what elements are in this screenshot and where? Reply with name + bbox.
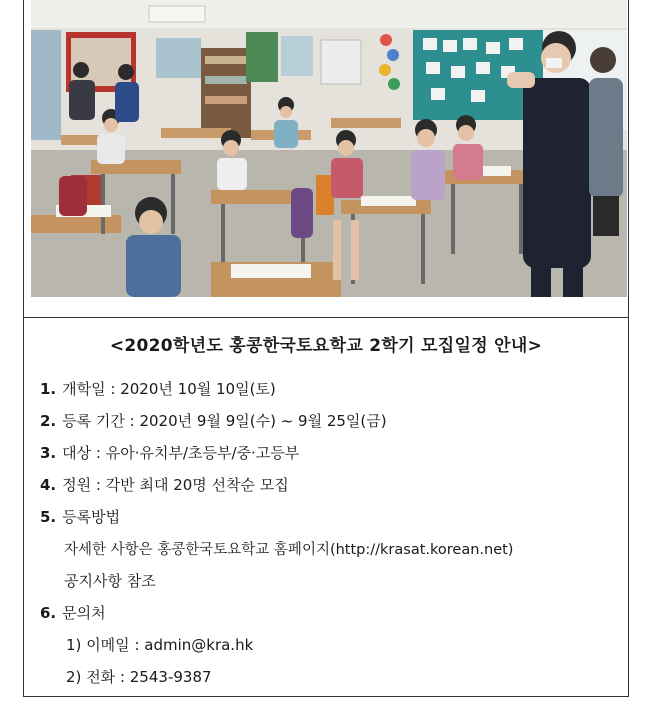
notice-title: <2020학년도 홍콩한국토요학교 2학기 모집일정 안내> bbox=[109, 336, 543, 356]
notice-item-contact bbox=[40, 602, 106, 623]
contact-label: 전화 bbox=[86, 668, 116, 686]
item-separator: : bbox=[91, 444, 106, 462]
item-separator: : bbox=[91, 476, 106, 494]
item-label: 개학일 bbox=[62, 380, 106, 398]
item-value: 2020년 10월 10일(토) bbox=[120, 380, 276, 398]
notice-text-cell bbox=[24, 318, 628, 696]
photo-cell bbox=[24, 0, 628, 318]
item-value: 각반 최대 20명 선착순 모집 bbox=[105, 476, 289, 494]
notice-item-registration-period bbox=[40, 410, 387, 431]
item-number: 3. bbox=[40, 444, 57, 462]
contact-number: 1) bbox=[66, 636, 82, 654]
classroom-photo bbox=[31, 0, 627, 297]
item-number: 4. bbox=[40, 476, 57, 494]
item-number: 6. bbox=[40, 604, 57, 622]
item-separator: : bbox=[124, 412, 140, 430]
item-label: 등록 기간 bbox=[62, 412, 125, 430]
notice-box bbox=[23, 0, 629, 697]
notice-item-registration-method bbox=[40, 506, 120, 527]
contact-label: 이메일 bbox=[86, 636, 130, 654]
item-number: 5. bbox=[40, 508, 57, 526]
contact-number: 2) bbox=[66, 668, 82, 686]
contact-phone bbox=[66, 666, 212, 687]
item-separator: : bbox=[105, 380, 121, 398]
registration-detail-line1: 자세한 사항은 홍콩한국토요학교 홈페이지(http://krasat.korean.net) bbox=[64, 542, 514, 558]
item-label: 대상 bbox=[62, 444, 92, 462]
item-value: 2020년 9월 9일(수) ~ 9월 25일(금) bbox=[139, 412, 387, 430]
item-number: 2. bbox=[40, 412, 57, 430]
contact-value: admin@kra.hk bbox=[144, 636, 254, 654]
contact-separator: : bbox=[129, 636, 145, 654]
notice-item-start-date bbox=[40, 378, 276, 399]
notice-item-target bbox=[40, 442, 299, 463]
item-label: 문의처 bbox=[62, 604, 106, 622]
item-label: 정원 bbox=[62, 476, 92, 494]
registration-detail-line2: 공지사항 참조 bbox=[64, 572, 156, 590]
contact-separator: : bbox=[115, 668, 130, 686]
contact-value: 2543-9387 bbox=[129, 668, 212, 686]
item-label: 등록방법 bbox=[62, 508, 121, 526]
item-value: 유아·유치부/초등부/중·고등부 bbox=[105, 444, 300, 462]
classroom-photo-drawing bbox=[31, 0, 627, 297]
contact-email bbox=[66, 634, 253, 655]
item-number: 1. bbox=[40, 380, 57, 398]
notice-item-capacity bbox=[40, 474, 289, 495]
